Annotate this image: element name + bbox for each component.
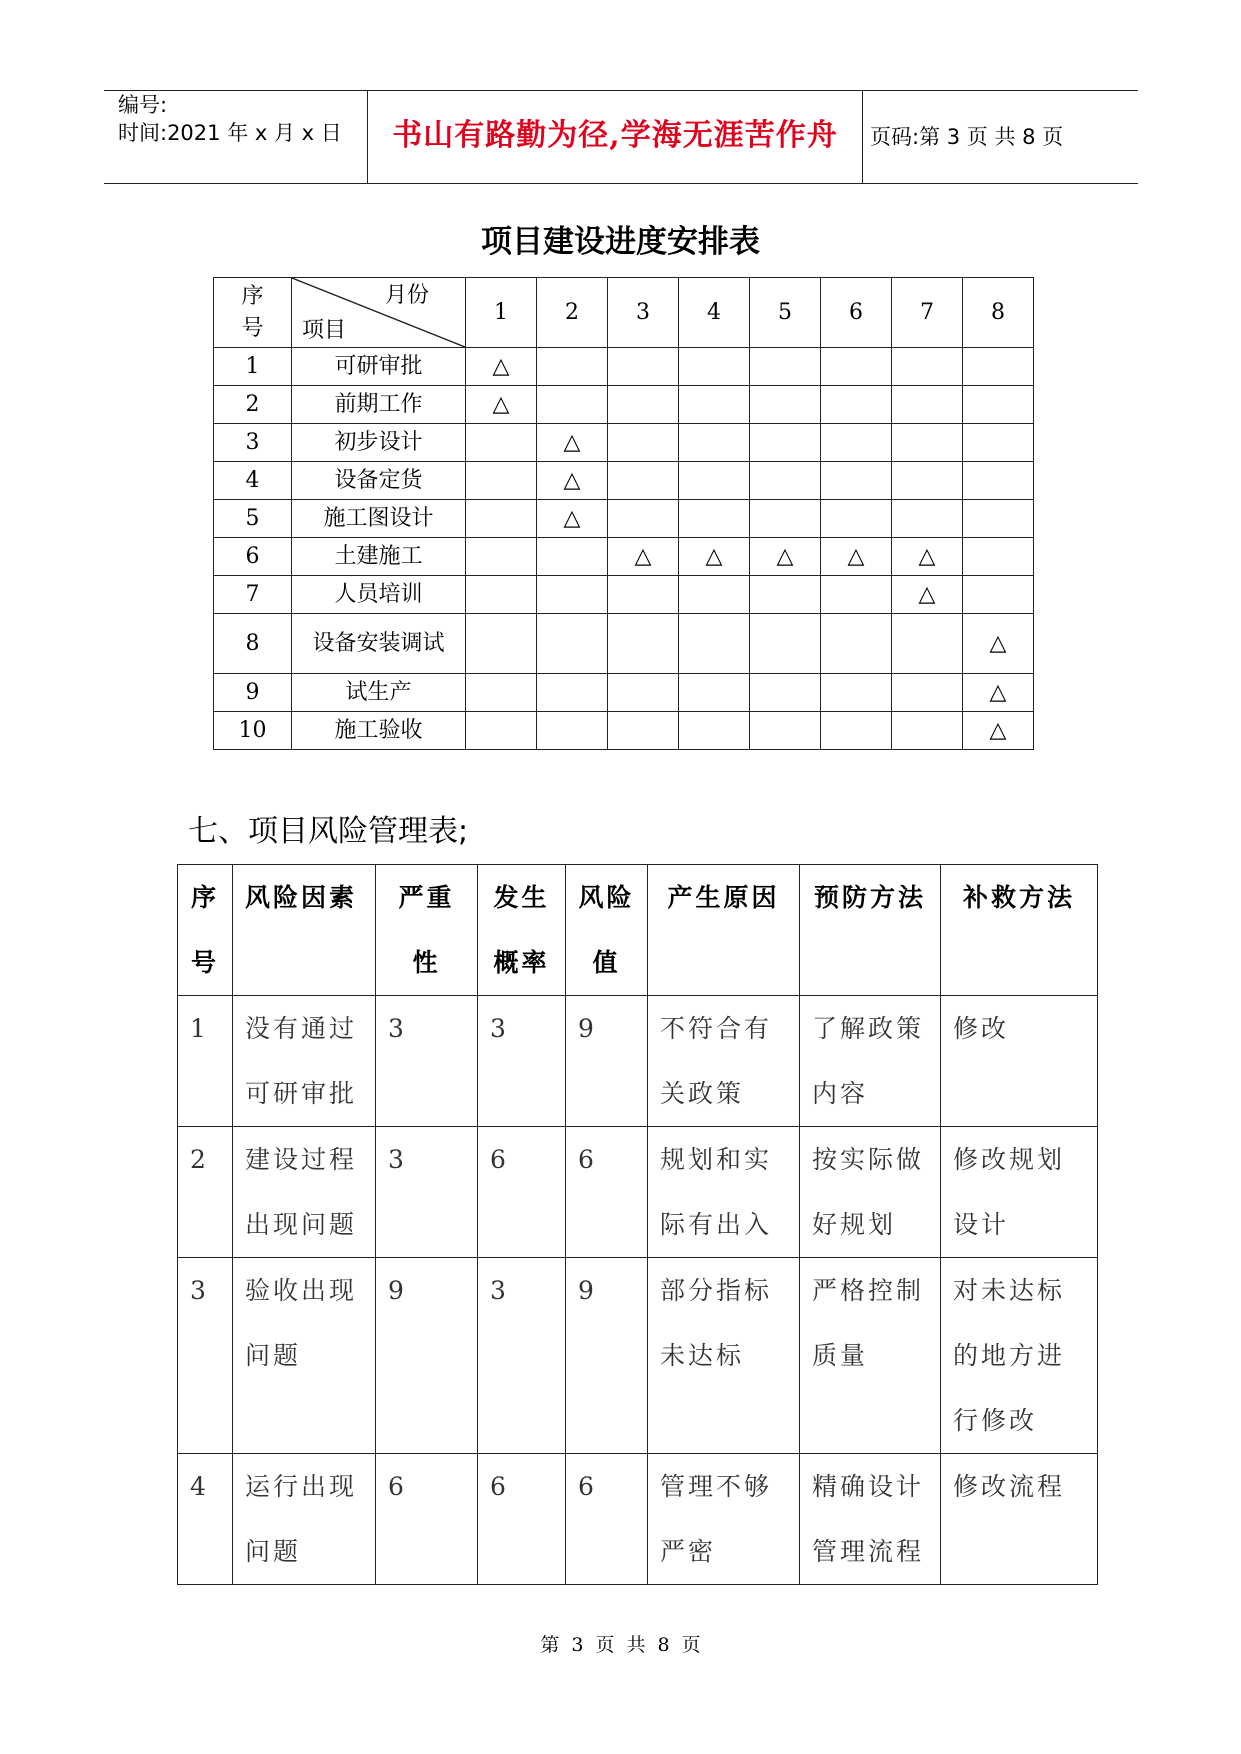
risk-header-row <box>178 865 1098 996</box>
risk-cell-prevention: 严格控制质量 <box>800 1258 941 1454</box>
schedule-cell <box>750 674 821 712</box>
schedule-cell <box>892 576 963 614</box>
schedule-row <box>214 614 1034 674</box>
header-page-label: 页码:第 3 页 共 8 页 <box>870 125 1064 149</box>
schedule-cell <box>466 576 537 614</box>
schedule-row-item: 人员培训 <box>292 576 466 614</box>
schedule-cell <box>821 462 892 500</box>
schedule-cell <box>963 386 1034 424</box>
schedule-row-seq: 5 <box>214 500 292 538</box>
risk-row <box>178 996 1098 1127</box>
schedule-seq-header-line2: 号 <box>241 315 264 341</box>
schedule-mark: △ <box>847 543 865 569</box>
schedule-cell <box>892 538 963 576</box>
schedule-month-header: 3 <box>608 278 679 348</box>
schedule-cell <box>608 462 679 500</box>
schedule-row <box>214 576 1034 614</box>
schedule-seq-header-line1: 序 <box>241 283 264 309</box>
risk-cell-severity: 3 <box>376 1127 478 1258</box>
schedule-cell <box>537 614 608 674</box>
schedule-header-row <box>214 278 1034 348</box>
schedule-cell <box>821 424 892 462</box>
schedule-row-seq: 6 <box>214 538 292 576</box>
schedule-cell <box>537 424 608 462</box>
diagonal-item-label: 项目 <box>302 318 347 343</box>
risk-cell-severity: 9 <box>376 1258 478 1454</box>
schedule-mark: △ <box>492 391 510 417</box>
schedule-cell <box>537 538 608 576</box>
header-divider-left <box>367 90 368 184</box>
schedule-cell <box>750 462 821 500</box>
risk-header-cell: 发生概率 <box>478 865 566 996</box>
schedule-row-item: 设备定货 <box>292 462 466 500</box>
risk-cell-probability: 3 <box>478 996 566 1127</box>
schedule-cell <box>963 614 1034 674</box>
risk-header-cell: 产生原因 <box>648 865 800 996</box>
schedule-cell <box>679 712 750 750</box>
schedule-cell <box>679 576 750 614</box>
schedule-cell <box>821 386 892 424</box>
schedule-row <box>214 712 1034 750</box>
schedule-mark: △ <box>918 543 936 569</box>
schedule-cell <box>821 348 892 386</box>
header-time-label: 时间:2021 年 x 月 x 日 <box>118 121 342 145</box>
risk-cell-cause: 规划和实际有出入 <box>648 1127 800 1258</box>
risk-table <box>177 864 1098 1585</box>
schedule-cell <box>679 674 750 712</box>
schedule-row <box>214 348 1034 386</box>
schedule-mark: △ <box>989 630 1007 656</box>
schedule-row-item: 初步设计 <box>292 424 466 462</box>
schedule-cell <box>466 462 537 500</box>
schedule-row <box>214 424 1034 462</box>
risk-cell-factor: 建设过程出现问题 <box>233 1127 376 1258</box>
schedule-month-header: 8 <box>963 278 1034 348</box>
schedule-cell <box>963 348 1034 386</box>
schedule-cell <box>963 712 1034 750</box>
risk-cell-remedy: 修改 <box>941 996 1098 1127</box>
schedule-row-seq: 9 <box>214 674 292 712</box>
schedule-cell <box>963 576 1034 614</box>
schedule-cell <box>679 500 750 538</box>
schedule-cell <box>963 674 1034 712</box>
risk-cell-seq: 4 <box>178 1454 233 1585</box>
schedule-row <box>214 674 1034 712</box>
schedule-row-item: 设备安装调试 <box>292 614 466 674</box>
schedule-cell <box>963 424 1034 462</box>
schedule-row-seq: 8 <box>214 614 292 674</box>
risk-cell-severity: 3 <box>376 996 478 1127</box>
schedule-cell <box>608 674 679 712</box>
schedule-row <box>214 500 1034 538</box>
schedule-cell <box>892 386 963 424</box>
schedule-cell <box>679 386 750 424</box>
schedule-cell <box>963 538 1034 576</box>
risk-cell-value: 9 <box>566 1258 648 1454</box>
schedule-cell <box>750 538 821 576</box>
schedule-cell <box>537 348 608 386</box>
schedule-row-item: 施工验收 <box>292 712 466 750</box>
risk-cell-remedy: 对未达标的地方进行修改 <box>941 1258 1098 1454</box>
risk-cell-factor: 运行出现问题 <box>233 1454 376 1585</box>
schedule-mark: △ <box>563 467 581 493</box>
schedule-cell <box>750 712 821 750</box>
schedule-cell <box>679 538 750 576</box>
risk-row <box>178 1127 1098 1258</box>
schedule-cell <box>537 712 608 750</box>
risk-header-cell: 风险值 <box>566 865 648 996</box>
schedule-cell <box>963 462 1034 500</box>
header-divider-right <box>862 90 863 184</box>
schedule-cell <box>466 674 537 712</box>
schedule-cell <box>750 424 821 462</box>
risk-cell-seq: 2 <box>178 1127 233 1258</box>
risk-row <box>178 1454 1098 1585</box>
risk-header-cell: 严重性 <box>376 865 478 996</box>
schedule-row-item: 试生产 <box>292 674 466 712</box>
schedule-cell <box>466 386 537 424</box>
schedule-month-header: 1 <box>466 278 537 348</box>
risk-cell-prevention: 了解政策内容 <box>800 996 941 1127</box>
header-bottom-rule <box>104 183 1138 184</box>
schedule-cell <box>821 712 892 750</box>
schedule-cell <box>608 712 679 750</box>
schedule-cell <box>608 500 679 538</box>
schedule-cell <box>466 614 537 674</box>
risk-cell-seq: 3 <box>178 1258 233 1454</box>
risk-cell-cause: 管理不够严密 <box>648 1454 800 1585</box>
schedule-row-seq: 4 <box>214 462 292 500</box>
schedule-cell <box>537 674 608 712</box>
schedule-cell <box>821 538 892 576</box>
schedule-cell <box>821 576 892 614</box>
risk-header-cell: 风险因素 <box>233 865 376 996</box>
risk-cell-value: 6 <box>566 1127 648 1258</box>
schedule-mark: △ <box>989 717 1007 743</box>
schedule-mark: △ <box>705 543 723 569</box>
schedule-cell <box>466 712 537 750</box>
schedule-month-header: 4 <box>679 278 750 348</box>
risk-header-cell: 补救方法 <box>941 865 1098 996</box>
schedule-cell <box>892 424 963 462</box>
schedule-row <box>214 386 1034 424</box>
schedule-row-item: 前期工作 <box>292 386 466 424</box>
schedule-cell <box>892 348 963 386</box>
schedule-month-header: 5 <box>750 278 821 348</box>
schedule-cell <box>537 500 608 538</box>
risk-cell-remedy: 修改流程 <box>941 1454 1098 1585</box>
header-top-rule <box>104 90 1138 91</box>
schedule-cell <box>892 614 963 674</box>
risk-row <box>178 1258 1098 1454</box>
schedule-cell <box>608 538 679 576</box>
schedule-cell <box>537 386 608 424</box>
schedule-row-seq: 3 <box>214 424 292 462</box>
schedule-mark: △ <box>634 543 652 569</box>
schedule-row <box>214 538 1034 576</box>
schedule-cell <box>679 462 750 500</box>
schedule-cell <box>466 538 537 576</box>
schedule-diagonal-header <box>292 278 466 348</box>
schedule-cell <box>679 424 750 462</box>
risk-cell-value: 6 <box>566 1454 648 1585</box>
schedule-mark: △ <box>563 505 581 531</box>
schedule-cell <box>892 674 963 712</box>
header-motto: 书山有路勤为径,学海无涯苦作舟 <box>392 118 838 153</box>
risk-cell-factor: 验收出现问题 <box>233 1258 376 1454</box>
schedule-cell <box>750 576 821 614</box>
schedule-row-item: 土建施工 <box>292 538 466 576</box>
risk-cell-prevention: 精确设计管理流程 <box>800 1454 941 1585</box>
schedule-seq-header <box>214 278 292 348</box>
schedule-cell <box>679 348 750 386</box>
schedule-cell <box>821 500 892 538</box>
schedule-cell <box>537 462 608 500</box>
schedule-cell <box>892 712 963 750</box>
schedule-cell <box>750 348 821 386</box>
schedule-month-header: 6 <box>821 278 892 348</box>
schedule-title: 项目建设进度安排表 <box>481 224 760 260</box>
schedule-cell <box>750 500 821 538</box>
header-number-label: 编号: <box>118 93 168 117</box>
schedule-cell <box>608 576 679 614</box>
schedule-cell <box>608 386 679 424</box>
schedule-row-item: 施工图设计 <box>292 500 466 538</box>
schedule-cell <box>821 674 892 712</box>
schedule-cell <box>892 500 963 538</box>
risk-cell-cause: 不符合有关政策 <box>648 996 800 1127</box>
risk-cell-prevention: 按实际做好规划 <box>800 1127 941 1258</box>
risk-cell-factor: 没有通过可研审批 <box>233 996 376 1127</box>
schedule-mark: △ <box>563 429 581 455</box>
schedule-cell <box>821 614 892 674</box>
risk-header-cell: 序号 <box>178 865 233 996</box>
risk-cell-value: 9 <box>566 996 648 1127</box>
schedule-month-header: 2 <box>537 278 608 348</box>
schedule-cell <box>750 386 821 424</box>
risk-cell-seq: 1 <box>178 996 233 1127</box>
footer-page-number: 第 3 页 共 8 页 <box>540 1634 701 1656</box>
risk-cell-cause: 部分指标未达标 <box>648 1258 800 1454</box>
risk-cell-remedy: 修改规划设计 <box>941 1127 1098 1258</box>
schedule-cell <box>537 576 608 614</box>
schedule-mark: △ <box>492 353 510 379</box>
diagonal-month-label: 月份 <box>384 283 429 308</box>
schedule-cell <box>466 500 537 538</box>
schedule-mark: △ <box>776 543 794 569</box>
schedule-row <box>214 462 1034 500</box>
schedule-cell <box>892 462 963 500</box>
schedule-cell <box>679 614 750 674</box>
schedule-cell <box>750 614 821 674</box>
schedule-cell <box>466 348 537 386</box>
schedule-mark: △ <box>918 581 936 607</box>
schedule-cell <box>608 614 679 674</box>
schedule-row-seq: 2 <box>214 386 292 424</box>
risk-cell-probability: 6 <box>478 1127 566 1258</box>
risk-section-title: 七、项目风险管理表; <box>188 814 469 849</box>
risk-cell-severity: 6 <box>376 1454 478 1585</box>
risk-cell-probability: 6 <box>478 1454 566 1585</box>
schedule-cell <box>608 424 679 462</box>
risk-cell-probability: 3 <box>478 1258 566 1454</box>
schedule-cell <box>963 500 1034 538</box>
schedule-month-header: 7 <box>892 278 963 348</box>
schedule-row-seq: 1 <box>214 348 292 386</box>
schedule-row-item: 可研审批 <box>292 348 466 386</box>
schedule-cell <box>466 424 537 462</box>
risk-header-cell: 预防方法 <box>800 865 941 996</box>
schedule-table <box>213 277 1034 750</box>
schedule-mark: △ <box>989 679 1007 705</box>
schedule-row-seq: 7 <box>214 576 292 614</box>
schedule-cell <box>608 348 679 386</box>
schedule-row-seq: 10 <box>214 712 292 750</box>
